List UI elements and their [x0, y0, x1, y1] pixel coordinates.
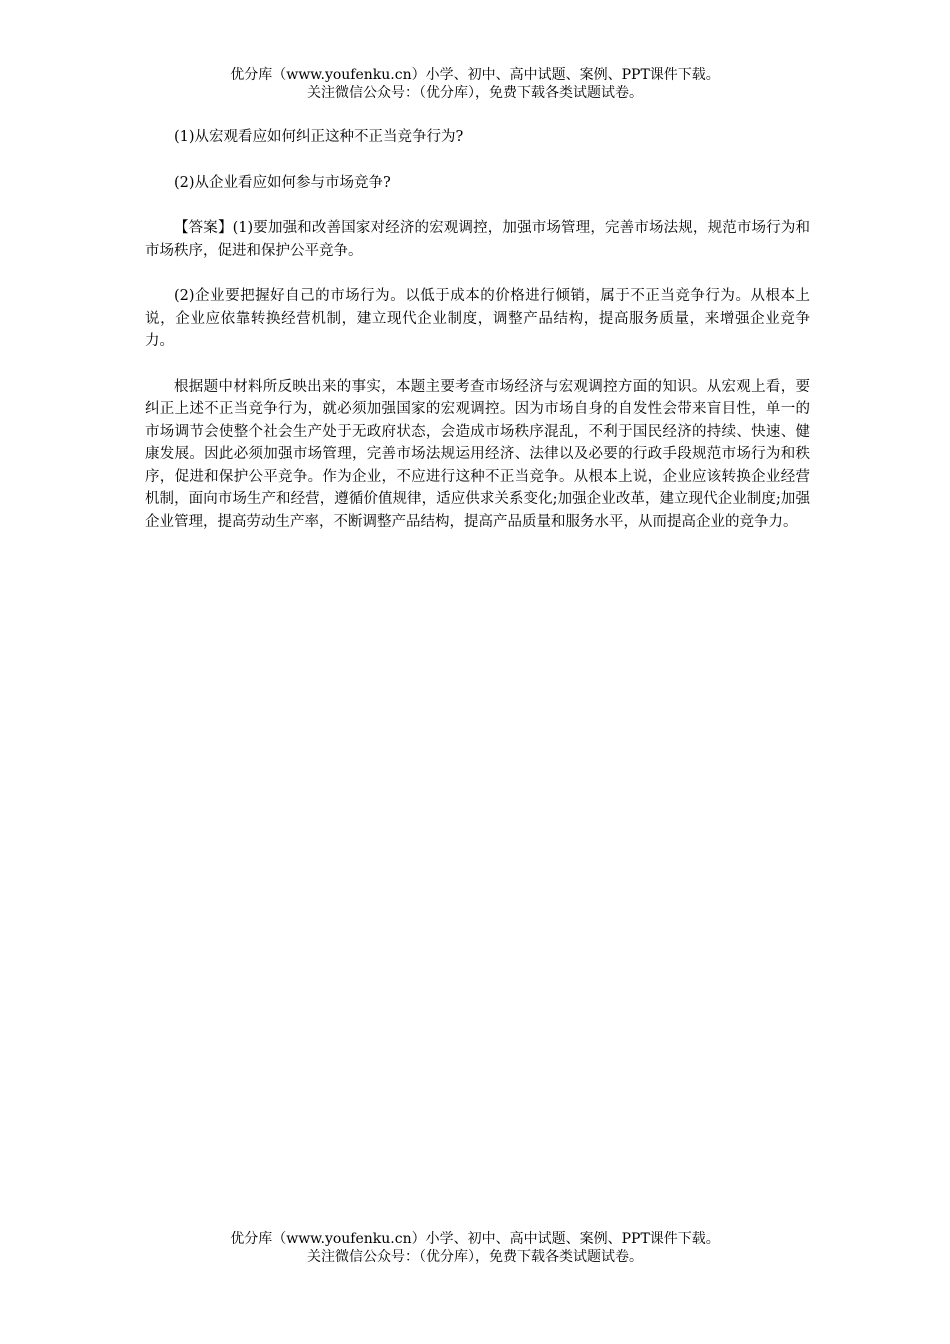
header-line-2: 关注微信公众号：（优分库），免费下载各类试题试卷。 — [307, 85, 643, 101]
footer-line-2: 关注微信公众号：（优分库），免费下载各类试题试卷。 — [307, 1249, 643, 1265]
answer-part-1: 【答案】(1)要加强和改善国家对经济的宏观调控，加强市场管理，完善市场法规，规范市场行为和市场秩序，促进和保护公平竞争。 — [145, 220, 810, 259]
analysis-paragraph: 根据题中材料所反映出来的事实，本题主要考查市场经济与宏观调控方面的知识。从宏观上看，要纠正上述不正当竞争行为，就必须加强国家的宏观调控。因为市场自身的自发性会带来盲目性，单一的市场调节会使整个社会生产处于无政府状态，会造成市场秩序混乱，不利于国民经济的持续、快速、健康发展。因此必须加强市场管理，完善市场法规运用经济、法律以及必要的行政手段规范市场行为和秩序，促进和保护公平竞争。作为企业，不应进行这种不正当竞争。从根本上说，企业应该转换企业经营机制，面向市场生产和经营，遵循价值规律，适应供求关系变化;加强企业改革，建立现代企业制度;加强企业管理，提高劳动生产率，不断调整产品结构，提高产品质量和服务水平，从而提高企业的竞争力。 — [145, 378, 810, 530]
question-2: (2)从企业看应如何参与市场竞争? — [174, 174, 391, 191]
document-body — [145, 126, 810, 533]
header-line-1: 优分库（www.youfenku.cn）小学、初中、高中试题、案例、PPT课件下载。 — [230, 67, 720, 83]
page-footer — [0, 1230, 950, 1266]
answer-part-2: (2)企业要把握好自己的市场行为。以低于成本的价格进行倾销，属于不正当竞争行为。从根本上说，企业应依靠转换经营机制，建立现代企业制度，调整产品结构，提高服务质量，来增强企业竞争力。 — [145, 288, 810, 349]
page-header — [0, 66, 950, 102]
footer-line-1: 优分库（www.youfenku.cn）小学、初中、高中试题、案例、PPT课件下载。 — [230, 1231, 720, 1247]
question-1: (1)从宏观看应如何纠正这种不正当竞争行为? — [174, 129, 464, 145]
